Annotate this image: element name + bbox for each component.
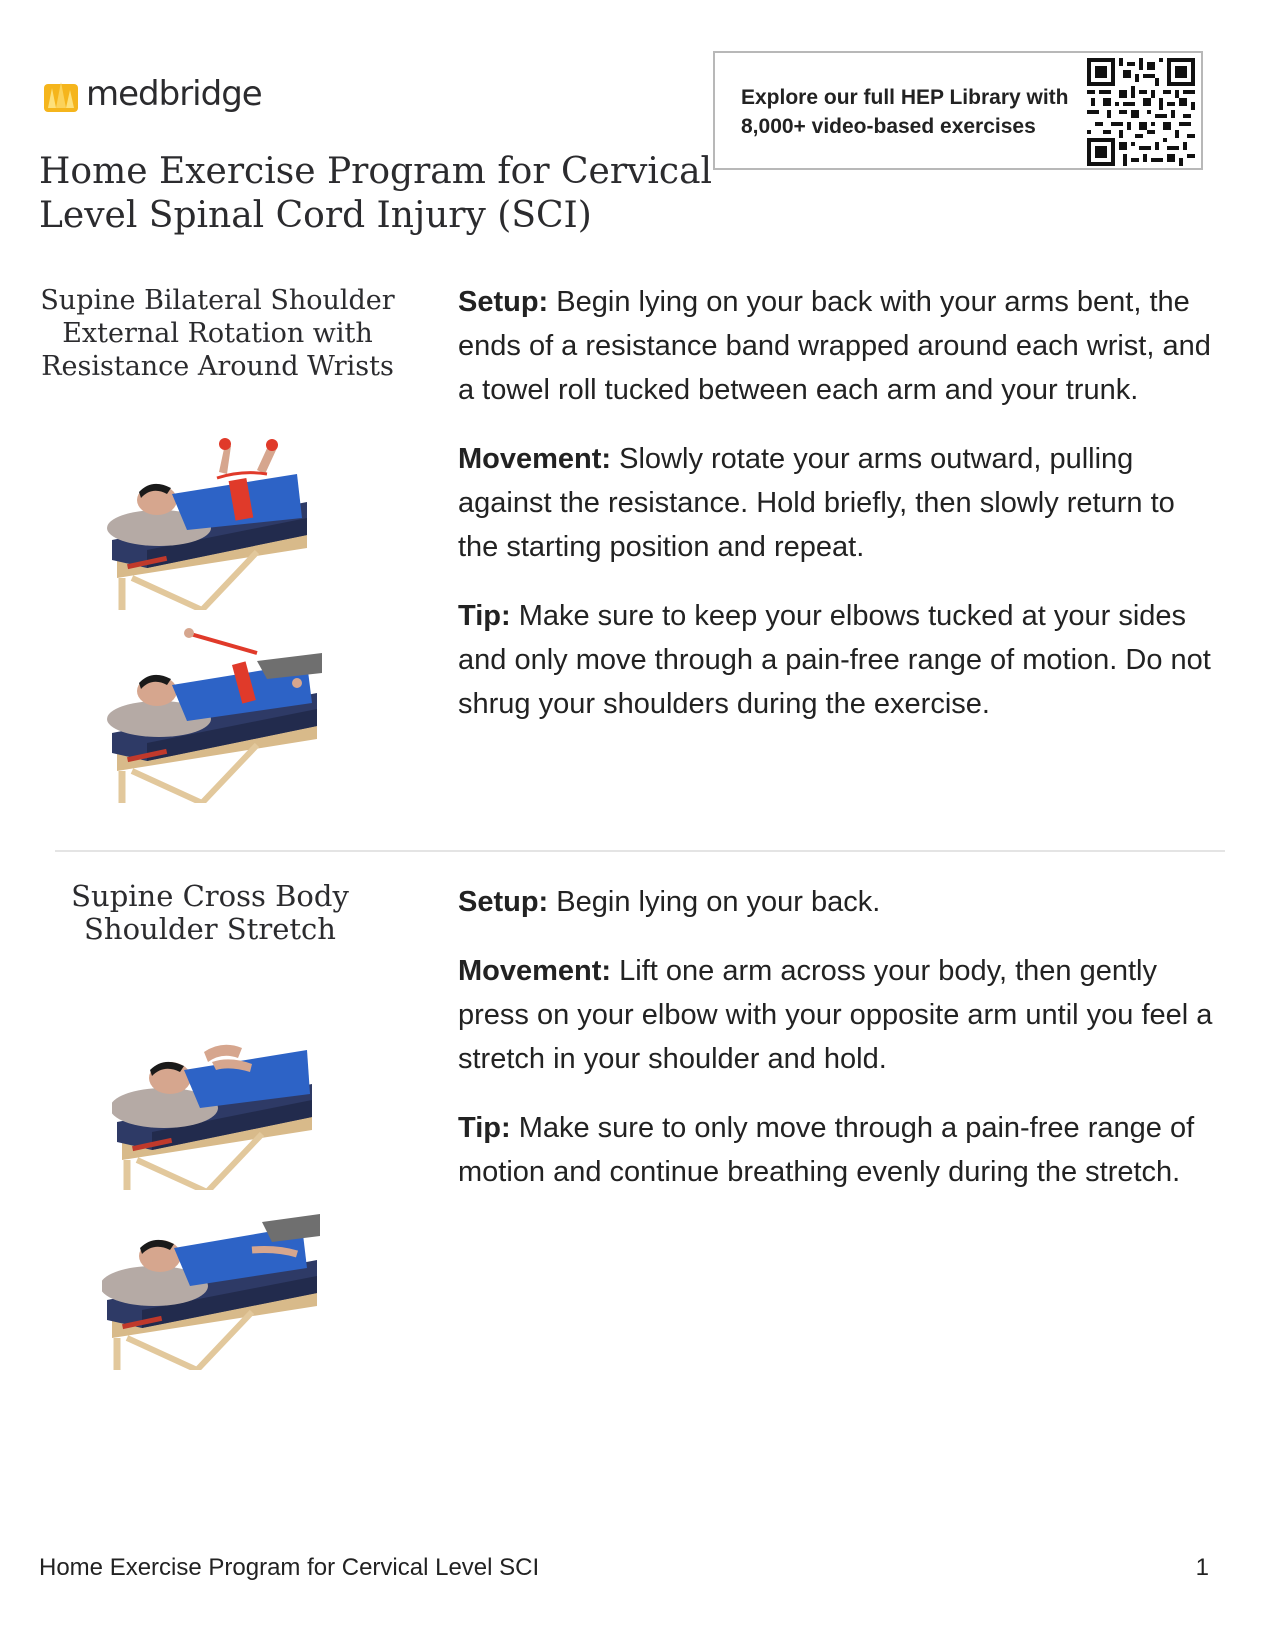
tip-text: Make sure to only move through a pain-free range of motion and continue breathing evenly during the stretch. xyxy=(458,1112,1195,1188)
promo-line-1: Explore our full HEP Library with xyxy=(741,86,1069,109)
exercise-1-tip xyxy=(458,594,1218,726)
exercise-1-setup xyxy=(458,280,1218,412)
exercise-2-start-photo xyxy=(112,1012,332,1192)
exercise-2-name xyxy=(40,880,380,946)
footer-title: Home Exercise Program for Cervical Level SCI xyxy=(39,1554,540,1581)
exercise-2-end-photo xyxy=(102,1190,322,1370)
exercise-2-name-line: Shoulder Stretch xyxy=(84,912,336,946)
promo-line-2: 8,000+ video-based exercises xyxy=(741,115,1036,138)
tip-text: Make sure to keep your elbows tucked at your sides and only move through a pain-free range of motion. Do not shrug your shoulders during the exercise. xyxy=(458,600,1211,720)
exercise-1-start-photo xyxy=(107,430,327,610)
exercise-2-tip xyxy=(458,1106,1218,1194)
setup-text: Begin lying on your back with your arms bent, the ends of a resistance band wrapped around each wrist, and a towel roll tucked between each arm and your trunk. xyxy=(458,286,1211,406)
exercise-1-movement xyxy=(458,437,1218,569)
movement-label: Movement: xyxy=(458,443,612,475)
tip-label: Tip: xyxy=(458,600,511,632)
qr-code-icon[interactable] xyxy=(1087,58,1195,166)
movement-label: Movement: xyxy=(458,955,612,987)
exercise-1-end-photo xyxy=(107,623,327,803)
title-line-1: Home Exercise Program for Cervical xyxy=(39,151,713,192)
exercise-1-name xyxy=(40,284,395,383)
setup-label: Setup: xyxy=(458,286,549,318)
setup-text: Begin lying on your back. xyxy=(556,886,881,918)
exercise-2-name-line: Supine Cross Body xyxy=(71,879,349,913)
exercise-1-instructions xyxy=(458,280,1218,751)
exercise-1-name-line: External Rotation with xyxy=(62,318,373,349)
setup-label: Setup: xyxy=(458,886,549,918)
page-number: 1 xyxy=(1195,1554,1209,1581)
exercise-1-name-line: Supine Bilateral Shoulder xyxy=(40,285,395,316)
medbridge-logo xyxy=(44,76,262,112)
brand-name: medbridge xyxy=(86,74,262,114)
exercise-1-name-line: Resistance Around Wrists xyxy=(41,351,394,382)
section-divider xyxy=(55,850,1225,852)
medbridge-logo-icon xyxy=(44,76,78,112)
title-line-2: Level Spinal Cord Injury (SCI) xyxy=(39,195,592,236)
tip-label: Tip: xyxy=(458,1112,511,1144)
exercise-2-setup xyxy=(458,880,1218,924)
movement-text: Lift one arm across your body, then gently press on your elbow with your opposite arm until you feel a stretch in your shoulder and hold. xyxy=(458,955,1213,1075)
exercise-2 xyxy=(0,880,1275,1440)
page-title xyxy=(39,150,719,238)
exercise-2-movement xyxy=(458,949,1218,1081)
movement-text: Slowly rotate your arms outward, pulling against the resistance. Hold briefly, then slowly return to the starting position and repeat. xyxy=(458,443,1175,563)
exercise-1 xyxy=(0,280,1275,820)
promo-text xyxy=(741,83,1081,141)
hep-library-promo[interactable] xyxy=(713,51,1203,170)
exercise-2-instructions xyxy=(458,880,1218,1219)
